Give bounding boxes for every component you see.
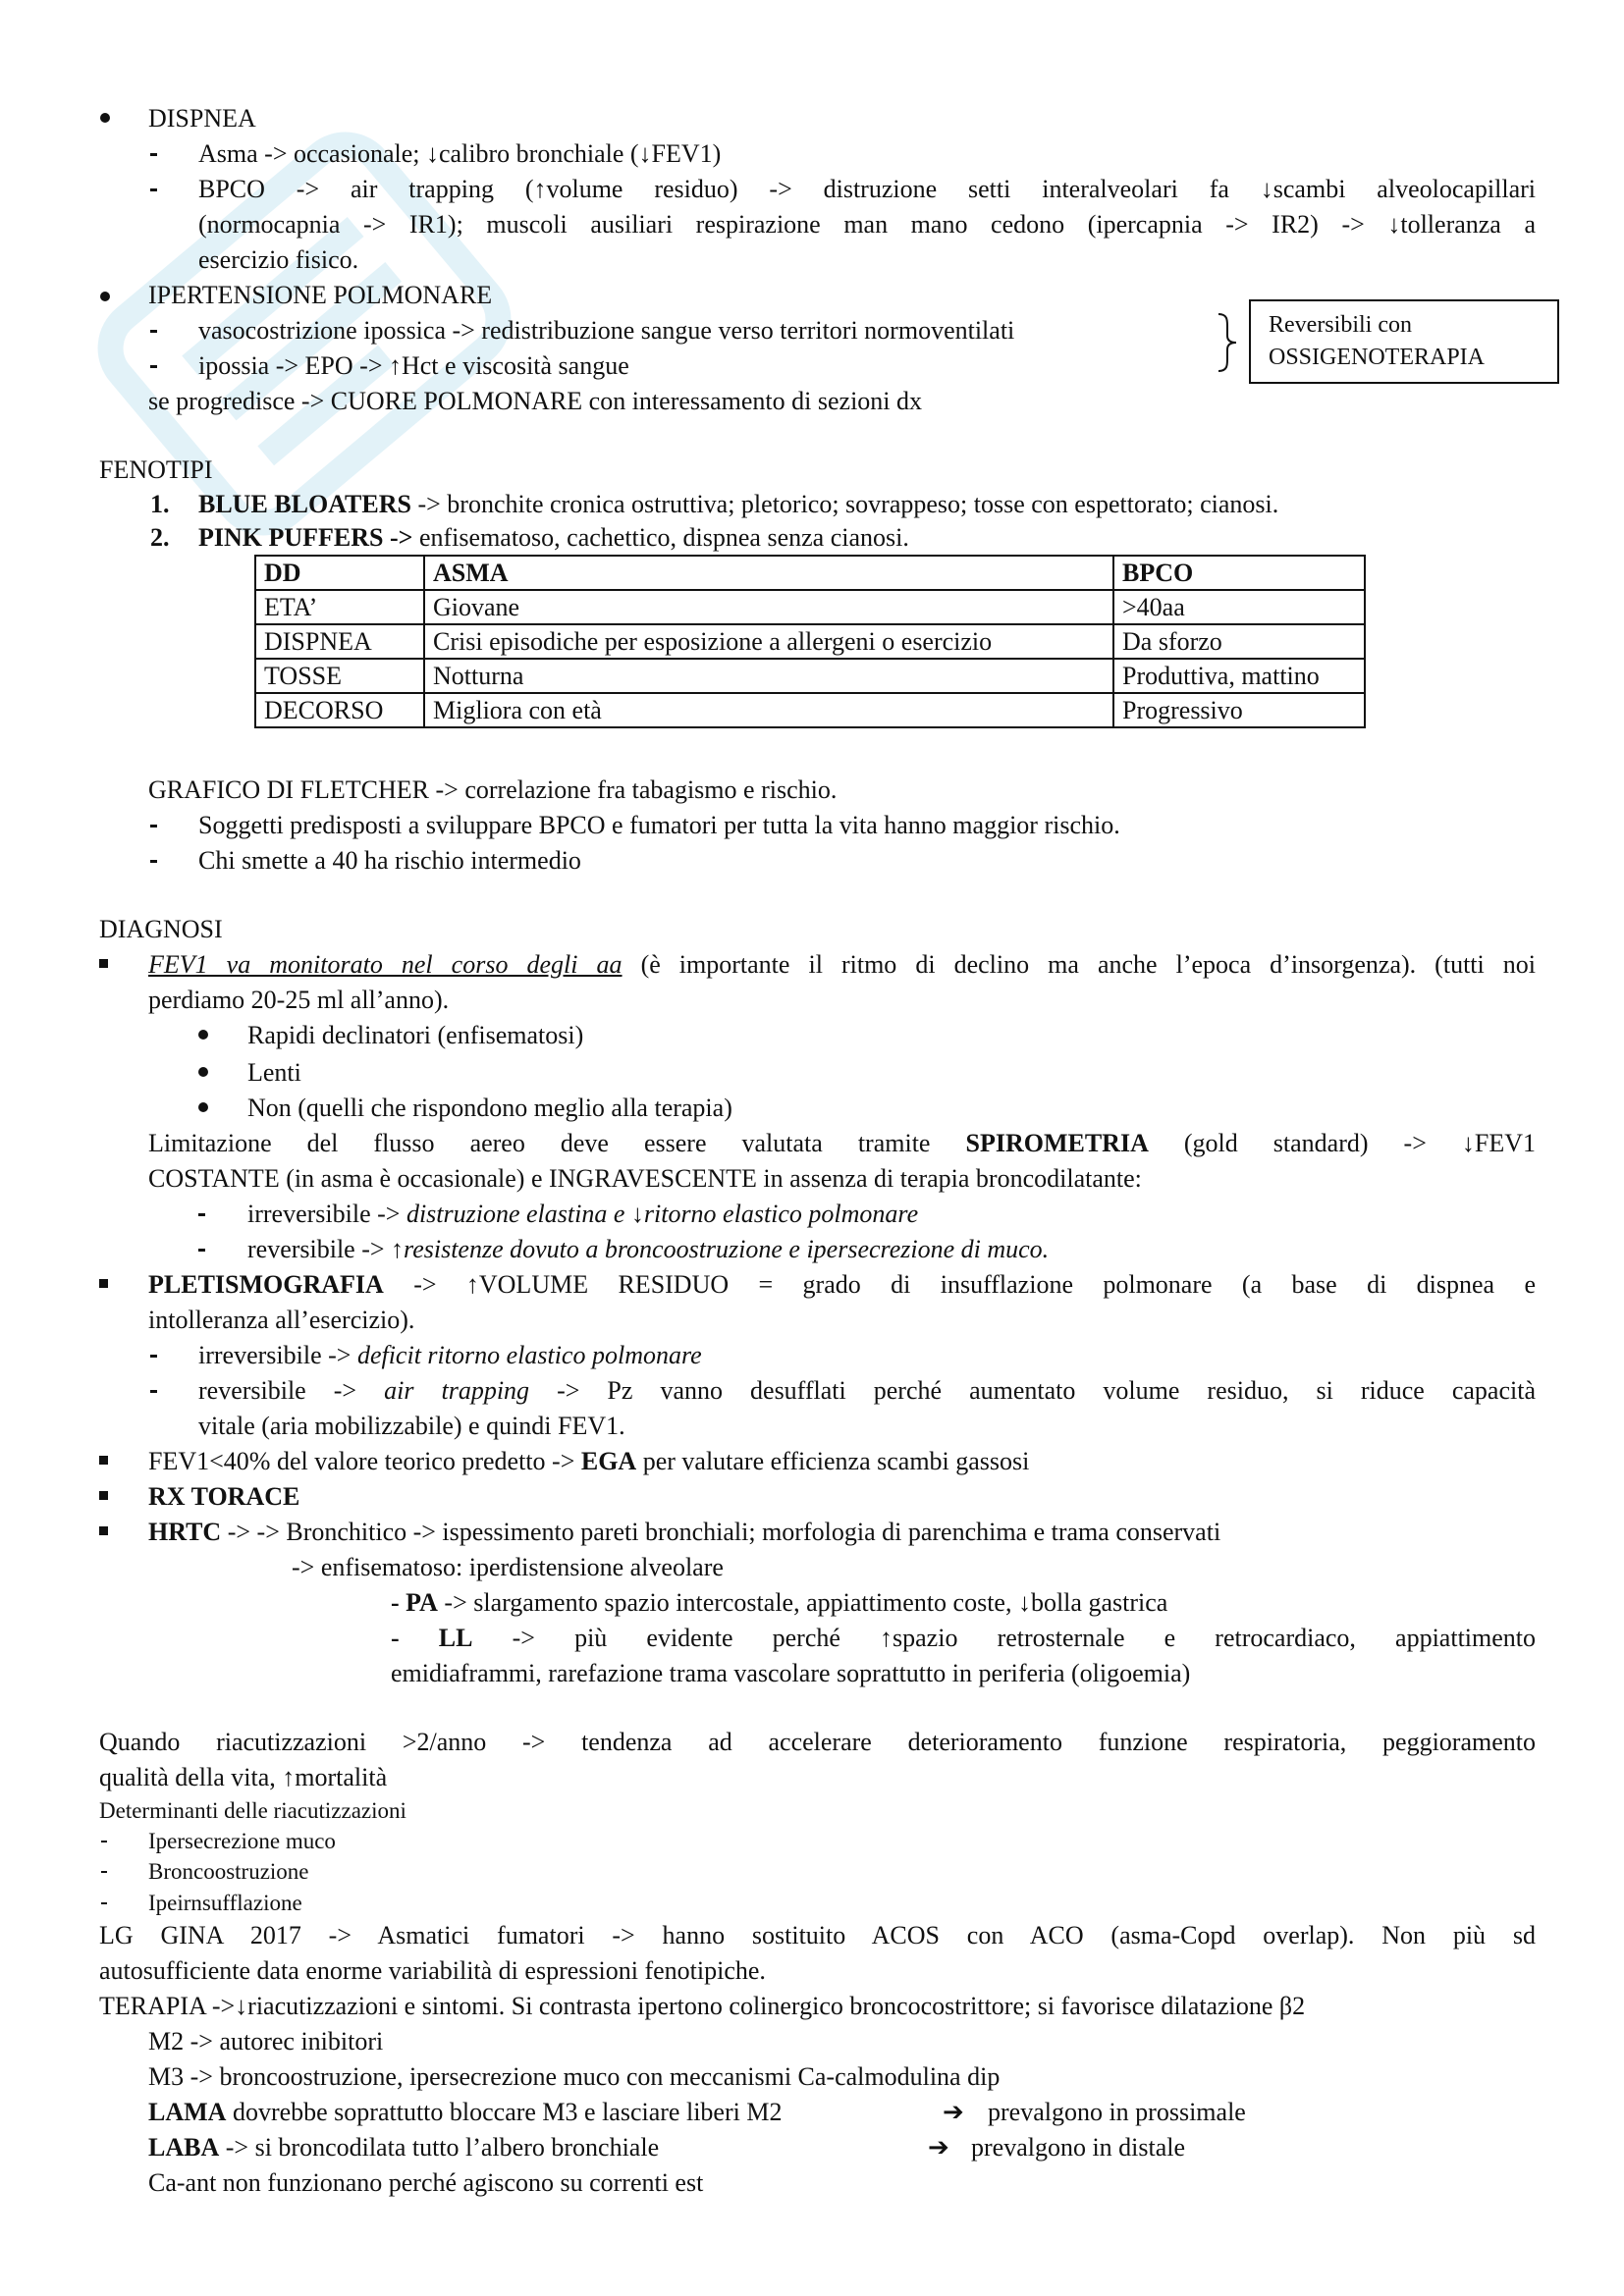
spirometria-line-2: COSTANTE (in asma è occasionale) e INGRAVESCENTE in assenza di terapia broncodilatante: xyxy=(148,1164,1142,1193)
diagnosi-fev1-line-2: perdiamo 20-25 ml all’anno). xyxy=(148,986,450,1014)
rev-label: reversibile -> xyxy=(247,1235,385,1263)
square-bullet-icon xyxy=(99,959,108,968)
laba-label: LABA xyxy=(148,2133,220,2162)
pleth-reversibile-line-1 xyxy=(198,1374,1536,1407)
table-header-row xyxy=(255,556,1365,590)
laba-result: prevalgono in distale xyxy=(971,2133,1186,2162)
table-cell: Notturna xyxy=(424,659,1113,693)
square-bullet-icon xyxy=(99,1491,108,1500)
dash-icon xyxy=(150,825,157,828)
pleth-rev-italic: air trapping xyxy=(384,1376,530,1405)
table-cell: Da sforzo xyxy=(1113,624,1365,659)
decliner-item: Non (quelli che rispondono meglio alla terapia) xyxy=(247,1094,732,1122)
bullet-icon xyxy=(198,1030,208,1040)
bullet-icon xyxy=(198,1102,208,1112)
ll-line-2: emidiaframmi, rarefazione trama vascolare soprattutto in periferia (oligoemia) xyxy=(391,1659,1191,1687)
terapia-m2: M2 -> autorec inibitori xyxy=(148,2027,384,2056)
table-row xyxy=(255,693,1365,727)
table-header-cell: ASMA xyxy=(424,556,1113,590)
bullet-icon xyxy=(100,292,110,301)
fev1-40-text-a: FEV1<40% del valore teorico predetto -> xyxy=(148,1447,575,1475)
decliner-item: Rapidi declinatori (enfisematosi) xyxy=(247,1021,584,1049)
terapia-laba xyxy=(148,2131,659,2163)
dash-icon xyxy=(150,365,157,368)
spiro-text-b: (gold standard) -> ↓FEV1 xyxy=(1183,1129,1537,1157)
determinante-item: Ipeirnsufflazione xyxy=(148,1891,302,1915)
note-line-1: Reversibili con xyxy=(1269,312,1412,338)
dispnea-bpco-line-2: (normocapnia -> IR1); muscoli ausiliari respirazione man mano cedono (ipercapnia -> IR2) -> ↓tolleranza a xyxy=(198,210,1536,239)
table-cell: >40aa xyxy=(1113,590,1365,624)
hrtc-rest: -> -> Bronchitico -> ispessimento pareti bronchiali; morfologia di parenchima e trama conservati xyxy=(221,1518,1221,1546)
right-arrow-icon: ➔ xyxy=(943,2098,964,2126)
bullet-icon xyxy=(198,1067,208,1077)
blue-bloaters-label: BLUE BLOATERS xyxy=(198,490,411,518)
dash-icon xyxy=(101,1902,107,1904)
fev1-monitoring-rest: (è importante il ritmo di declino ma anche l’epoca d’insorgenza). (tutti noi xyxy=(622,950,1536,979)
terapia-line-1: TERAPIA ->↓riacutizzazioni e sintomi. Si contrasta ipertono colinergico broncocostrittore; si favorisce dilatazione β2 xyxy=(99,1992,1306,2020)
determinante-item: Ipersecrezione muco xyxy=(148,1829,336,1853)
fev1-40-text-b: per valutare efficienza scambi gassosi xyxy=(642,1447,1030,1475)
laba-rest: -> si broncodilata tutto l’albero bronchiale xyxy=(219,2133,660,2162)
hrtc-label: HRTC xyxy=(148,1518,222,1546)
pink-puffers-text: enfisematoso, cachettico, dispnea senza cianosi. xyxy=(412,523,909,552)
pletismografia-line-1 xyxy=(148,1268,1536,1301)
table-cell: DISPNEA xyxy=(255,624,424,659)
square-bullet-icon xyxy=(99,1279,108,1288)
pleth-reversibile-line-2: vitale (aria mobilizzabile) e quindi FEV1. xyxy=(198,1412,625,1440)
table-cell: Produttiva, mattino xyxy=(1113,659,1365,693)
note-line-2: OSSIGENOTERAPIA xyxy=(1269,345,1486,370)
blue-bloaters-text: -> bronchite cronica ostruttiva; pletorico; sovrappeso; tosse con espettorato; cianosi. xyxy=(410,490,1279,518)
table-header-cell: DD xyxy=(255,556,424,590)
determinante-item: Broncoostruzione xyxy=(148,1859,309,1884)
pa-label-text: PA xyxy=(406,1588,438,1617)
ega-label: EGA xyxy=(580,1447,637,1475)
dash-icon xyxy=(198,1249,205,1252)
section-title-diagnosi: DIAGNOSI xyxy=(99,915,223,943)
spiro-text-a: Limitazione del flusso aereo deve essere valutata tramite xyxy=(148,1129,931,1157)
dash-icon xyxy=(150,330,157,333)
table-cell: Progressivo xyxy=(1113,693,1365,727)
lama-result: prevalgono in prossimale xyxy=(988,2098,1246,2126)
determinanti-title: Determinanti delle riacutizzazioni xyxy=(99,1798,406,1823)
rx-torace: RX TORACE xyxy=(148,1482,300,1511)
pa-rest: -> slargamento spazio intercostale, appiattimento coste, ↓bolla gastrica xyxy=(437,1588,1168,1617)
dispnea-asma: Asma -> occasionale; ↓calibro bronchiale (↓FEV1) xyxy=(198,139,722,168)
bullet-icon xyxy=(100,113,110,123)
dash-icon xyxy=(150,153,157,156)
dash-icon xyxy=(150,1355,157,1358)
pink-puffers-label: PINK PUFFERS -> xyxy=(198,523,413,552)
decliner-item: Lenti xyxy=(247,1058,301,1087)
table-cell: TOSSE xyxy=(255,659,424,693)
dash-icon xyxy=(150,860,157,863)
dispnea-bpco-line-1: BPCO -> air trapping (↑volume residuo) -> distruzione setti interalveolari fa ↓scambi alveolocapillari xyxy=(198,175,1536,203)
pa-line xyxy=(391,1586,1167,1619)
dash-icon xyxy=(198,1213,205,1216)
ll-rest: -> più evidente perché ↑spazio retrosternale e retrocardiaco, appiattimento xyxy=(512,1624,1536,1652)
dd-table xyxy=(254,555,1366,728)
table-cell: Migliora con età xyxy=(424,693,1113,727)
pleth-irrev-text: deficit ritorno elastico polmonare xyxy=(356,1341,702,1369)
fenotipi-item-1 xyxy=(198,488,1278,520)
section-title-dispnea: DISPNEA xyxy=(148,104,256,133)
pletismografia-label: PLETISMOGRAFIA xyxy=(148,1270,384,1299)
section-title-ipertensione: IPERTENSIONE POLMONARE xyxy=(148,281,493,309)
ll-label: - LL xyxy=(391,1624,473,1652)
table-header-cell: BPCO xyxy=(1113,556,1365,590)
terapia-lama xyxy=(148,2096,782,2128)
ll-label-text: LL xyxy=(438,1624,473,1652)
spirometria-label: SPIROMETRIA xyxy=(965,1129,1149,1157)
diagnosi-fev1-line-1 xyxy=(148,948,1536,981)
brace-icon xyxy=(1216,312,1239,373)
pletismografia-rest: -> ↑VOLUME RESIDUO = grado di insufflazione polmonare (a base di dispnea e xyxy=(413,1270,1536,1299)
square-bullet-icon xyxy=(99,1456,108,1465)
ipertensione-item-2: ipossia -> EPO -> ↑Hct e viscosità sangue xyxy=(198,351,629,380)
table-row xyxy=(255,590,1365,624)
table-row xyxy=(255,659,1365,693)
pleth-irrev-label: irreversibile -> xyxy=(198,1341,352,1369)
irrev-label: irreversibile -> xyxy=(247,1200,401,1228)
hrtc-enfisematoso: -> enfisematoso: iperdistensione alveolare xyxy=(292,1553,724,1581)
lama-label: LAMA xyxy=(148,2098,227,2126)
pletismografia-line-2: intolleranza all’esercizio). xyxy=(148,1306,415,1334)
ll-line-1 xyxy=(391,1622,1536,1654)
hrtc-line xyxy=(148,1516,1220,1548)
spiro-irreversibile xyxy=(247,1198,918,1230)
dash-icon xyxy=(101,1871,107,1873)
riacutizzazioni-line-2: qualità della vita, ↑mortalità xyxy=(99,1763,388,1791)
section-title-fenotipi: FENOTIPI xyxy=(99,455,213,484)
pa-label: - PA xyxy=(391,1588,438,1617)
fletcher-item-2: Chi smette a 40 ha rischio intermedio xyxy=(198,846,581,875)
oxygen-therapy-note xyxy=(1249,299,1559,384)
fletcher-item-1: Soggetti predisposti a sviluppare BPCO e fumatori per tutta la vita hanno maggior rischio. xyxy=(198,811,1120,839)
table-cell: DECORSO xyxy=(255,693,424,727)
pleth-irreversibile xyxy=(198,1339,702,1371)
fev1-40-line xyxy=(148,1445,1029,1477)
irrev-text: distruzione elastina e ↓ritorno elastico polmonare xyxy=(406,1200,919,1228)
spiro-reversibile xyxy=(247,1233,1049,1265)
ipertensione-item-1: vasocostrizione ipossica -> redistribuzione sangue verso territori normoventilati xyxy=(198,316,1015,345)
table-cell: ETA’ xyxy=(255,590,424,624)
dash-icon xyxy=(150,1390,157,1393)
rev-text: ↑resistenze dovuto a broncoostruzione e ipersecrezione di muco. xyxy=(391,1235,1050,1263)
table-cell: Giovane xyxy=(424,590,1113,624)
fev1-monitoring-text: FEV1 va monitorato nel corso degli aa xyxy=(148,950,623,979)
terapia-ca-ant: Ca-ant non funzionano perché agiscono su correnti est xyxy=(148,2168,704,2197)
gina-line-2: autosufficiente data enorme variabilità di espressioni fenotipiche. xyxy=(99,1956,766,1985)
dash-icon xyxy=(150,188,157,191)
terapia-m3: M3 -> broncoostruzione, ipersecrezione muco con meccanismi Ca-calmodulina dip xyxy=(148,2062,1001,2091)
table-row xyxy=(255,624,1365,659)
fenotipi-number-2: 2. xyxy=(150,523,170,552)
dispnea-bpco-line-3: esercizio fisico. xyxy=(198,245,359,274)
right-arrow-icon: ➔ xyxy=(928,2133,949,2162)
lama-rest: dovrebbe soprattutto bloccare M3 e lasciare liberi M2 xyxy=(226,2098,783,2126)
pleth-rev-rest: -> Pz vanno desufflati perché aumentato volume residuo, si riduce capacità xyxy=(557,1376,1536,1405)
table-cell: Crisi episodiche per esposizione a allergeni o esercizio xyxy=(424,624,1113,659)
pleth-rev-label: reversibile -> xyxy=(198,1376,357,1405)
riacutizzazioni-line-1: Quando riacutizzazioni >2/anno -> tendenza ad accelerare deterioramento funzione respiratoria, peggioramento xyxy=(99,1728,1536,1756)
dash-icon xyxy=(101,1841,107,1842)
gina-line-1: LG GINA 2017 -> Asmatici fumatori -> hanno sostituito ACOS con ACO (asma-Copd overlap). Non più sd xyxy=(99,1921,1536,1949)
fenotipi-item-2 xyxy=(198,521,909,554)
square-bullet-icon xyxy=(99,1526,108,1535)
fenotipi-number-1: 1. xyxy=(150,490,170,518)
spirometria-line-1 xyxy=(148,1127,1536,1159)
fletcher-title: GRAFICO DI FLETCHER -> correlazione fra tabagismo e rischio. xyxy=(148,775,838,804)
ipertensione-progression: se progredisce -> CUORE POLMONARE con interessamento di sezioni dx xyxy=(148,387,923,415)
